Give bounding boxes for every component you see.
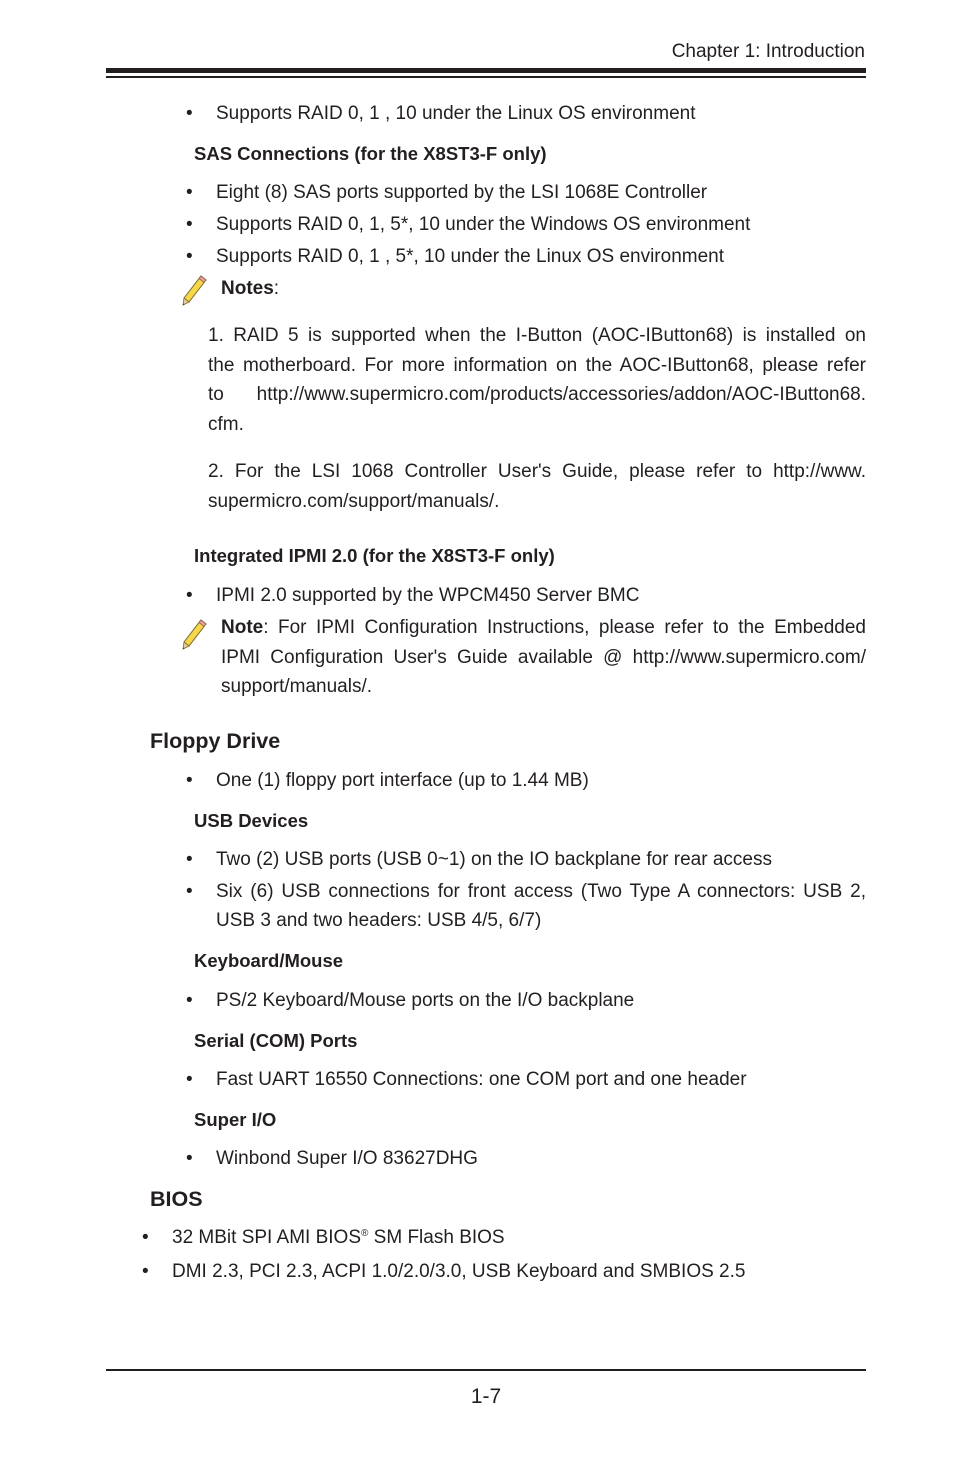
bullet: • (186, 585, 193, 606)
bullet: • (186, 1148, 193, 1169)
note-1-line: cfm. (208, 413, 244, 435)
page-number: 1-7 (470, 1385, 502, 1408)
list-item-line: Six (6) USB connections for front access (Two Type A connectors: USB 2, (216, 881, 866, 902)
ipmi-note-text: : For IPMI Configuration Instructions, please refer to the Embedded (263, 617, 866, 638)
header-rule-thick (106, 68, 866, 73)
bullet: • (186, 246, 193, 267)
keyboard-heading: Keyboard/Mouse (194, 950, 344, 971)
notes-colon: : (273, 278, 280, 299)
bullet: • (186, 990, 193, 1011)
note-1-line: the motherboard. For more information on the AOC-IButton68, please refer (208, 354, 866, 376)
ipmi-note (221, 613, 866, 702)
serial-heading: Serial (COM) Ports (194, 1030, 358, 1051)
chapter-header: Chapter 1: Introduction (671, 41, 865, 62)
note-1-line: 1. RAID 5 is supported when the I-Button (AOC-IButton68) is installed on (208, 325, 866, 346)
notes-label: Notes (221, 278, 274, 299)
bullet: • (186, 103, 193, 124)
bullet: • (186, 1069, 193, 1090)
bullet: • (186, 849, 193, 870)
bullet: • (186, 770, 193, 791)
bullet: • (142, 1261, 149, 1282)
pencil-icon (180, 274, 210, 308)
ipmi-note-label: Note (221, 617, 264, 638)
list-item: Two (2) USB ports (USB 0~1) on the IO backplane for rear access (216, 849, 772, 870)
list-item: Winbond Super I/O 83627DHG (216, 1148, 478, 1169)
ipmi-heading: Integrated IPMI 2.0 (for the X8ST3-F only) (194, 545, 555, 566)
header-rule-thin (106, 76, 866, 78)
list-item: Fast UART 16550 Connections: one COM port and one header (216, 1069, 747, 1090)
note-2 (208, 457, 866, 516)
notes-heading (221, 274, 279, 303)
registered-mark: ® (361, 1228, 369, 1239)
note-2-line: supermicro.com/support/manuals/. (208, 490, 500, 512)
note-2-line: 2. For the LSI 1068 Controller User's Guide, please refer to http://www. (208, 461, 866, 482)
list-item: Supports RAID 0, 1 , 5*, 10 under the Linux OS environment (216, 246, 725, 267)
footer-rule (106, 1369, 866, 1371)
superio-heading: Super I/O (194, 1109, 277, 1130)
list-item: Eight (8) SAS ports supported by the LSI 1068E Controller (216, 182, 708, 203)
bullet: • (186, 214, 193, 235)
bios-item-text: 32 MBit SPI AMI BIOS (172, 1227, 362, 1248)
list-item (172, 1223, 505, 1252)
list-item: DMI 2.3, PCI 2.3, ACPI 1.0/2.0/3.0, USB Keyboard and SMBIOS 2.5 (172, 1261, 746, 1282)
list-item: Supports RAID 0, 1, 5*, 10 under the Windows OS environment (216, 214, 751, 235)
list-item: IPMI 2.0 supported by the WPCM450 Server BMC (216, 585, 640, 606)
pencil-icon (180, 618, 210, 652)
list-item: PS/2 Keyboard/Mouse ports on the I/O backplane (216, 990, 635, 1011)
bullet: • (142, 1227, 149, 1248)
note-1 (208, 321, 866, 439)
floppy-heading: Floppy Drive (150, 729, 281, 753)
bios-heading: BIOS (150, 1187, 203, 1211)
usb-heading: USB Devices (194, 810, 309, 831)
note-1-line: to http://www.supermicro.com/products/accessories/addon/AOC-IButton68. (208, 384, 866, 405)
list-item: One (1) floppy port interface (up to 1.44 MB) (216, 770, 589, 791)
sas-heading: SAS Connections (for the X8ST3-F only) (194, 143, 547, 164)
bullet: • (186, 881, 193, 902)
ipmi-note-line: IPMI Configuration User's Guide available @ http://www.supermicro.com/ (221, 646, 866, 668)
ipmi-note-line (221, 613, 866, 643)
bios-item-text: SM Flash BIOS (368, 1227, 505, 1248)
list-item-line: USB 3 and two headers: USB 4/5, 6/7) (216, 910, 542, 931)
bullet: • (186, 182, 193, 203)
list-item: Supports RAID 0, 1 , 10 under the Linux OS environment (216, 103, 696, 124)
ipmi-note-line: support/manuals/. (221, 676, 373, 697)
list-item (216, 877, 866, 935)
